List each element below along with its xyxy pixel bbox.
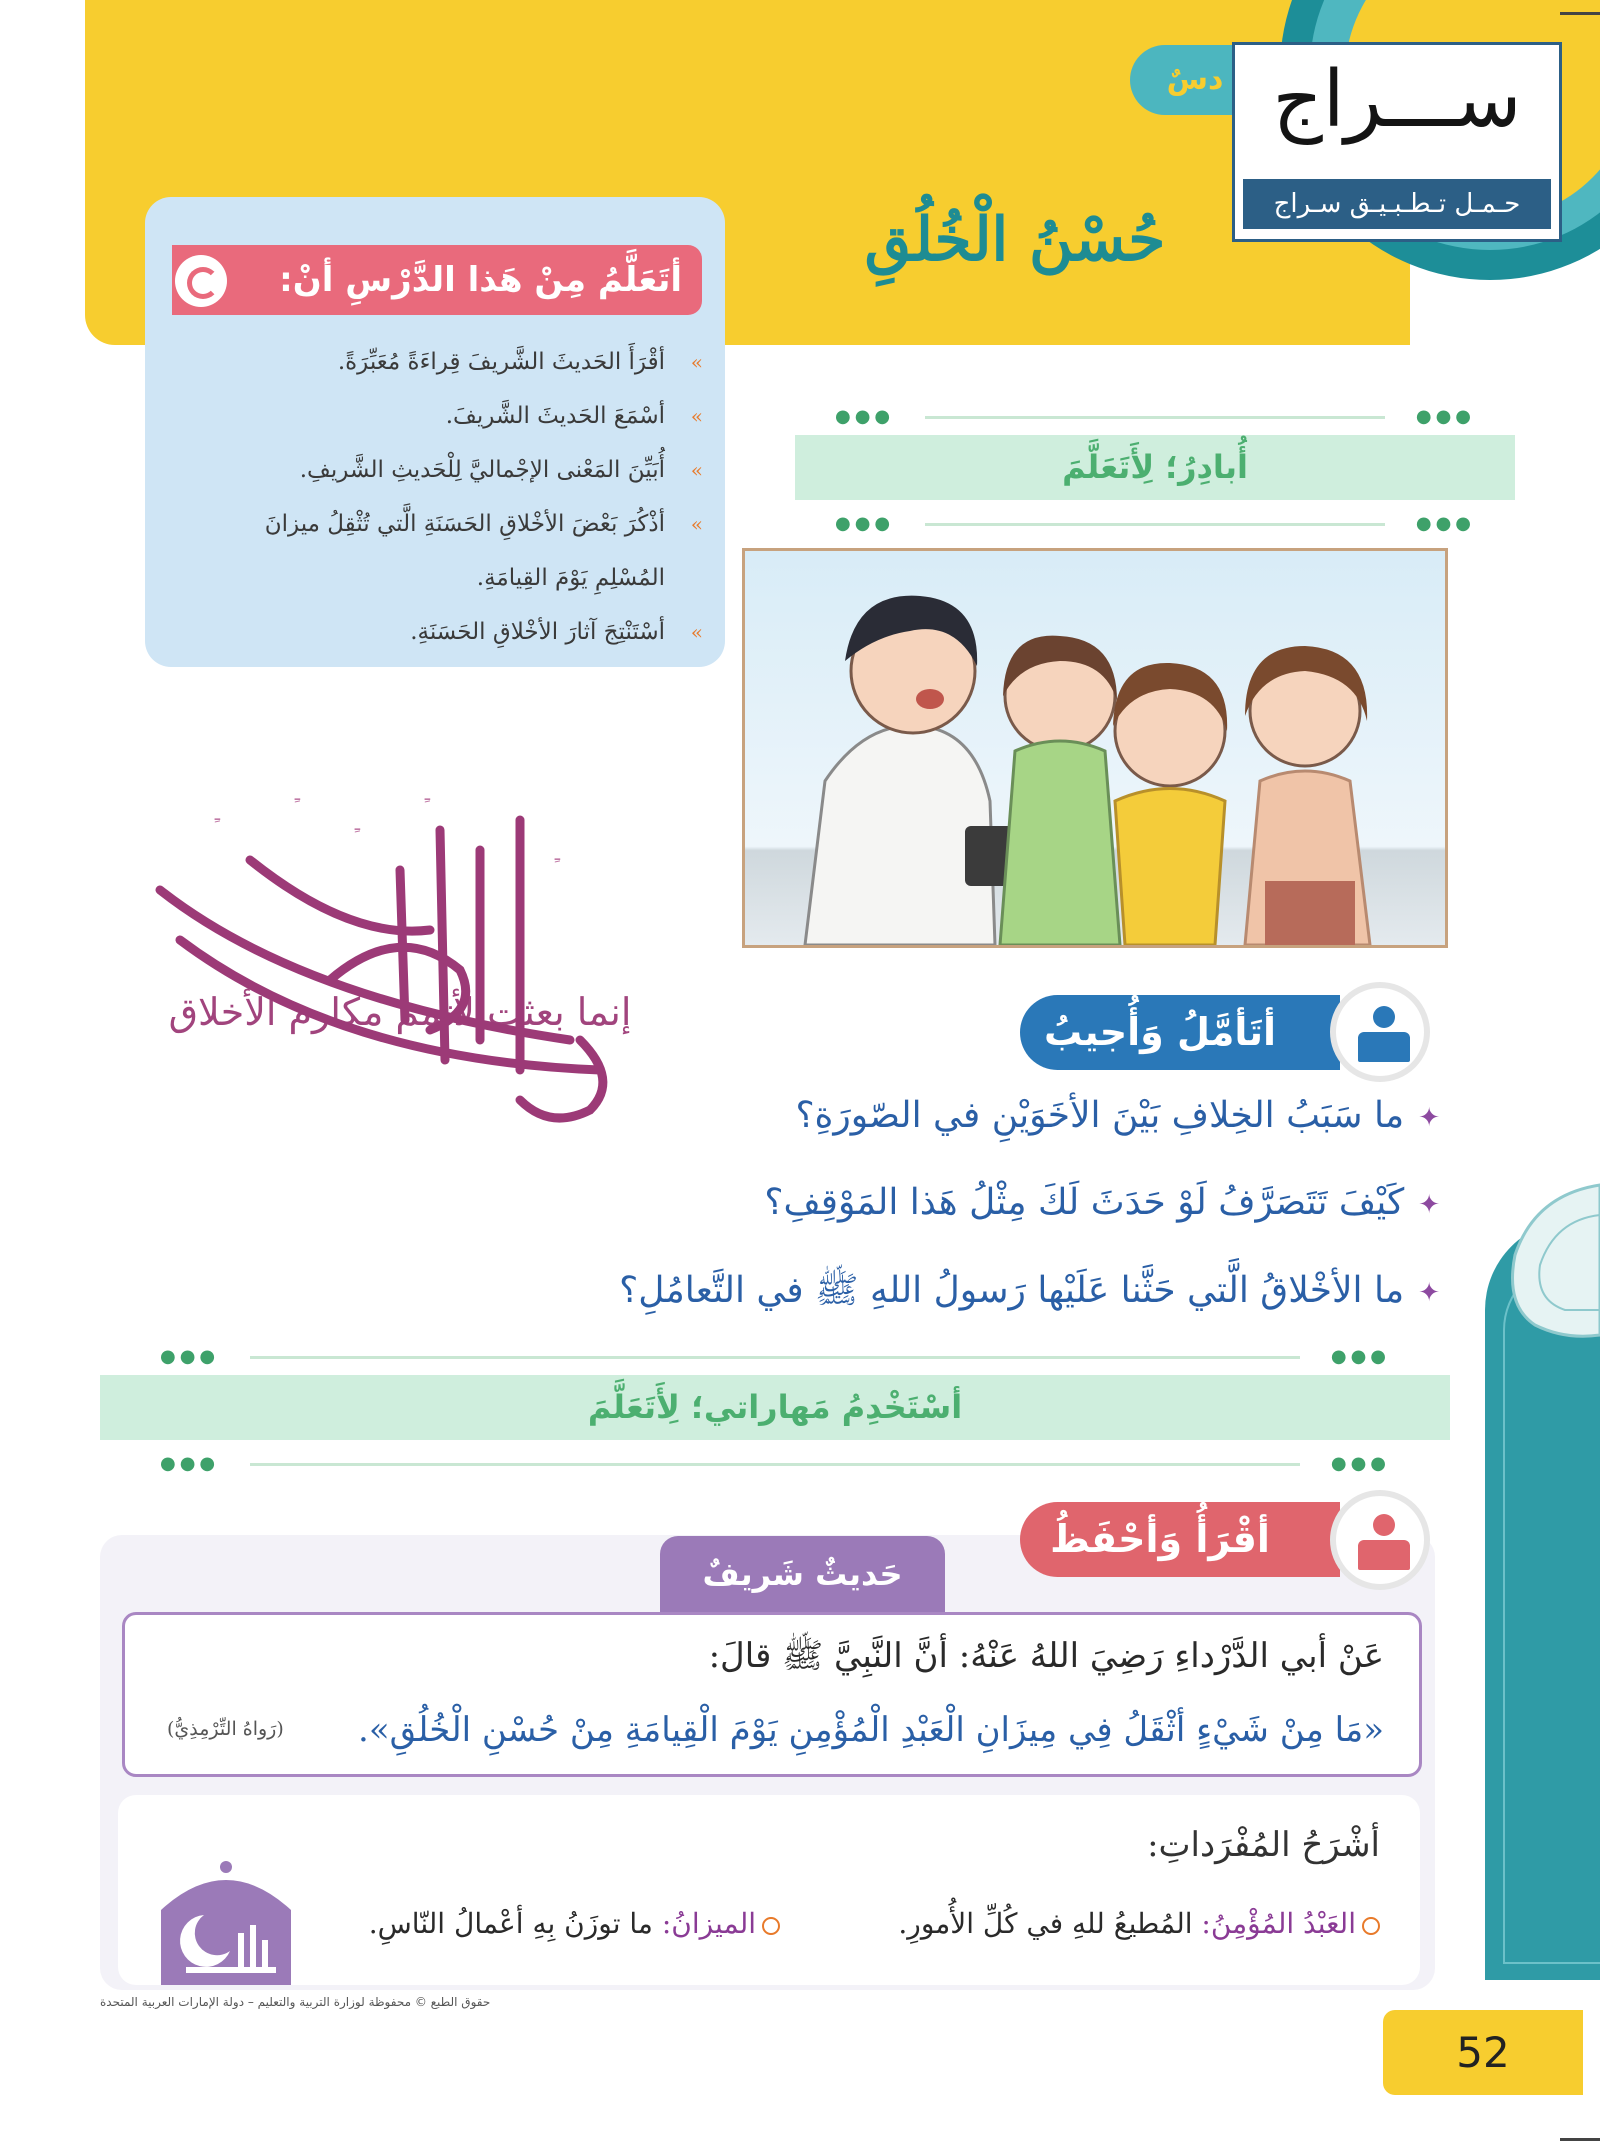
svg-text:ﹻ: ﹻ [354, 814, 360, 835]
question-3: ✦ما الأخْلاقُ الَّتي حَثَّنا عَلَيْها رَسولُ اللهِ ﷺ في التَّعامُلِ؟ [619, 1270, 1440, 1311]
reflect-header [1020, 995, 1340, 1070]
objectives-title: أتَعَلَّمُ مِنْ هَذا الدَّرْسِ أنْ: [279, 260, 682, 300]
lesson-tab: دسٌ [1130, 45, 1260, 115]
double-chevron-icon: » [690, 458, 703, 482]
double-chevron-icon: » [690, 404, 703, 428]
children-illustration [742, 548, 1448, 948]
hadith-box [122, 1612, 1422, 1777]
svg-text:ﹻ: ﹻ [424, 784, 430, 805]
hadith-intro: عَنْ أبي الدَّرْداءِ رَضِيَ اللهُ عَنْهُ: أنَّ النَّبِيَّ ﷺ قالَ: [708, 1636, 1384, 1676]
question-2: ✦كَيْفَ تَتَصَرَّفُ لَوْ حَدَثَ لَكَ مِثْلُ هَذا المَوْقِفِ؟ [764, 1182, 1440, 1223]
question-1: ✦ما سَبَبُ الخِلافِ بَيْنَ الأخَوَيْنِ في الصّورَةِ؟ [795, 1095, 1440, 1136]
swirl-icon [175, 255, 227, 307]
copyright-note: حقوق الطبع © محفوظة لوزارة التربية والتعليم – دولة الإمارات العربية المتحدة [100, 1995, 491, 2009]
banner-initiate-text: أُبادِرُ؛ لِأَتَعَلَّمَ [1062, 448, 1248, 486]
vocabulary-box [118, 1795, 1420, 1985]
circle-bullet-icon [1362, 1917, 1380, 1935]
circle-bullet-icon [762, 1917, 780, 1935]
double-chevron-icon: » [690, 512, 703, 536]
list-item: » أسْتَنْتِجَ آثارَ الأخْلاقِ الحَسَنَةِ. [195, 605, 705, 659]
list-item-continuation: المُسْلِمِ يَوْمَ القِيامَةِ. [476, 565, 665, 591]
logo-text: ســـراج [1272, 55, 1522, 145]
plus-icon: ✦ [1418, 1190, 1440, 1220]
list-item: » أُبَيِّنَ المَعْنى الإجْماليَّ لِلْحَديثِ الشَّريفِ. [195, 443, 705, 497]
list-item: » أسْمَعَ الحَديثَ الشَّريفَ. [195, 389, 705, 443]
svg-text:ﹻ: ﹻ [554, 844, 560, 865]
section-banner-initiate: ●●● ●●● أُبادِرُ؛ لِأَتَعَلَّمَ ●●● ●●● [795, 400, 1515, 535]
crop-mark [1560, 12, 1600, 15]
plus-icon: ✦ [1418, 1278, 1440, 1308]
vocab-item: العَبْدُ المُؤْمِنُ: المُطيعُ للهِ في كُلِّ الأُمورِ. [898, 1907, 1380, 1940]
double-chevron-icon: » [690, 620, 703, 644]
list-item: » أذْكُرَ بَعْضَ الأخْلاقِ الحَسَنَةِ الَّتي تُثْقِلُ ميزانَ [195, 497, 705, 551]
hadith-text: «مَا مِنْ شَيْءٍ أثْقَلُ فِي مِيزَانِ الْعَبْدِ الْمُؤْمِنِ يَوْمَ الْقِيامَةِ مِنْ حُسْنِ الْخُلُقِ». [358, 1710, 1384, 1750]
read-title: أقْرَأُ وَأحْفَظُ [1050, 1517, 1270, 1561]
reader-icon [1330, 1490, 1430, 1590]
banner-skills-text: أسْتَخْدِمُ مَهاراتي؛ لِأَتَعَلَّمَ [587, 1388, 963, 1426]
list-item: » أقْرَأَ الحَديثَ الشَّريفَ قِراءَةً مُعَبِّرَةً. [195, 335, 705, 389]
objectives-list [195, 335, 705, 659]
crop-mark [1560, 2138, 1600, 2141]
reflect-title: أتَأمَّلُ وَأُجيبُ [1043, 1010, 1276, 1054]
siraj-logo[interactable] [1232, 42, 1562, 242]
calligraphy-artwork [100, 740, 700, 1140]
hadith-tab: حَديثٌ شَريفٌ [660, 1536, 945, 1612]
logo-subtitle: حـمـل تـطـبـيـق سـراج [1243, 179, 1551, 229]
mosque-icon [146, 1855, 306, 1985]
plus-icon: ✦ [1418, 1103, 1440, 1133]
vocabulary-title: أشْرَحُ المُفْرَداتِ: [1147, 1825, 1380, 1865]
lesson-title: حُسْنُ الْخُلُقِ [864, 205, 1166, 275]
calligraphy-caption: إنما بعثت لأتمم مكارم الأخلاق [168, 990, 632, 1034]
objectives-header [172, 245, 702, 315]
floral-ornament [1475, 1175, 1600, 1345]
svg-text:ﹻ: ﹻ [294, 784, 300, 805]
page-number: 52 [1383, 2010, 1583, 2095]
section-banner-skills: ●●● ●●● أسْتَخْدِمُ مَهاراتي؛ لِأَتَعَلَّمَ ●●● ●●● [100, 1340, 1450, 1475]
double-chevron-icon: » [690, 350, 703, 374]
svg-text:ﹻ: ﹻ [214, 804, 220, 825]
vocab-item: الميزانُ: ما توزَنُ بِهِ أعْمالُ النّاسِ. [369, 1907, 780, 1940]
hadith-source: (رَواهُ التِّرْمِذِيُّ) [167, 1718, 284, 1740]
reader-icon [1330, 982, 1430, 1082]
read-header [1020, 1502, 1340, 1577]
